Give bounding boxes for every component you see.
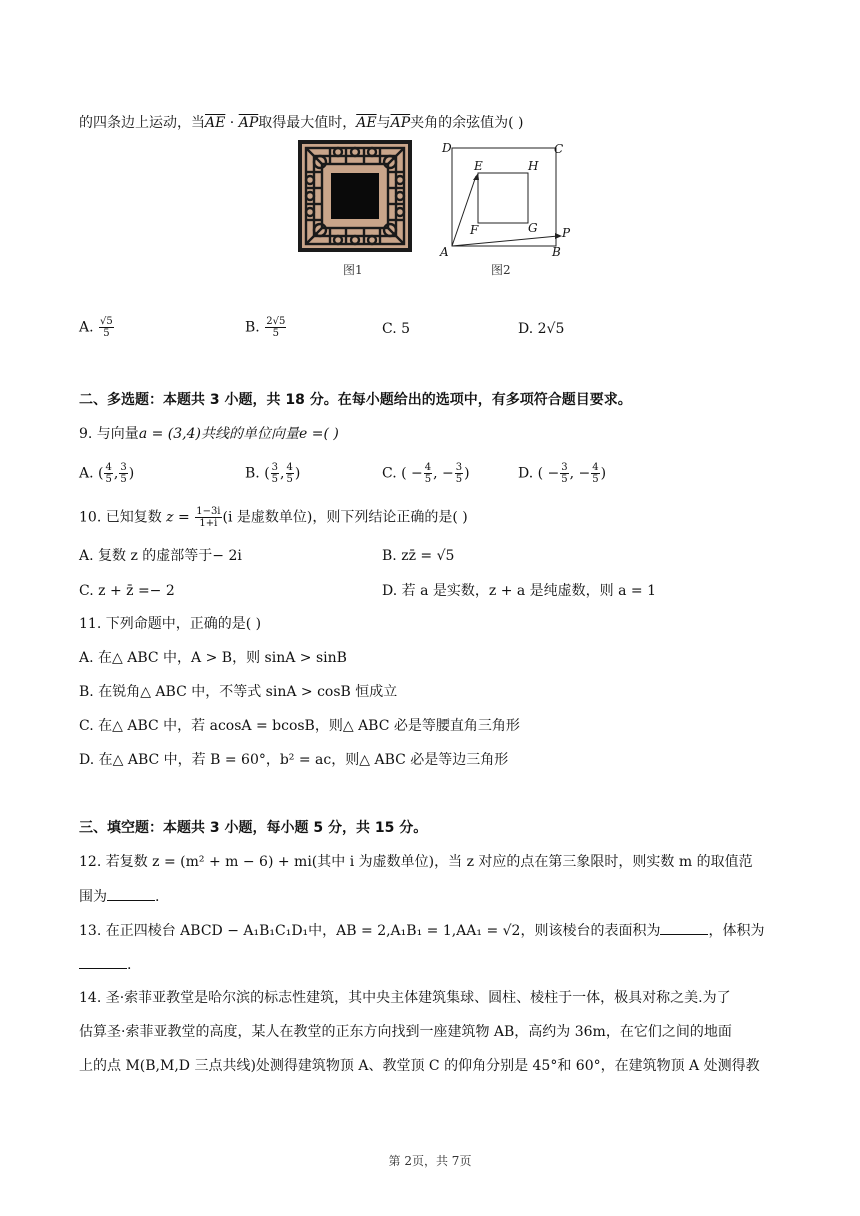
label-F: F bbox=[470, 223, 479, 237]
section3-title: 三、填空题：本题共 3 小题，每小题 5 分，共 15 分。 bbox=[79, 820, 428, 836]
vector-AP: $\overline{AP}$ bbox=[238, 115, 259, 131]
figure1-lattice-window bbox=[298, 140, 412, 252]
label-G: G bbox=[528, 221, 538, 235]
q12-answer-blank[interactable] bbox=[107, 886, 155, 901]
vector-AE: $\overline{AE}$ bbox=[205, 115, 226, 131]
q8-stem-line: 的四条边上运动，当$\overline{AE} \cdot \overline{AP}$取得最大值时，$\overline{AE}$与$\overline{AP}$夹角的余弦值为( ) bbox=[79, 115, 524, 131]
q8-option-d: D. 2√5 bbox=[518, 321, 565, 337]
label-H: H bbox=[528, 159, 539, 173]
label-C: C bbox=[554, 142, 564, 156]
q9-stem: 9. 与向量a = (3,4)共线的单位向量e =( ) bbox=[79, 426, 339, 442]
q13-line2: . bbox=[79, 954, 131, 975]
q8-text-part2: 取得最大值时， bbox=[258, 115, 357, 131]
q8-text-part3: 与 bbox=[376, 115, 391, 131]
q13-line1: 13. 在正四棱台 ABCD − A₁B₁C₁D₁中，AB = 2,A₁B₁ = 1,AA₁ = √2，则该棱台的表面积为 ，体积为 bbox=[79, 920, 764, 941]
figure1-caption: 图1 bbox=[343, 263, 363, 277]
label-P: P bbox=[562, 226, 571, 240]
q10-stem: 10. 已知复数 z = $\frac{1-3i}{1+i}$ (i 是虚数单位)，则下列结论正确的是( ) bbox=[79, 506, 468, 529]
q12-line2: 围为 . bbox=[79, 886, 159, 907]
q11-option-c: C. 在△ ABC 中，若 acosA = bcosB，则△ ABC 必是等腰直角三角形 bbox=[79, 718, 520, 734]
q10-option-b: B. zz̄ = √5 bbox=[382, 548, 455, 564]
q14-line3: 上的点 M(B,M,D 三点共线)处测得建筑物顶 A、教堂顶 C 的仰角分别是 45°和 60°，在建筑物顶 A 处测得教 bbox=[79, 1058, 760, 1074]
label-A: A bbox=[440, 245, 449, 258]
q8-option-b: B. $\frac{2√5}{5}$ bbox=[245, 316, 286, 339]
q8-option-a: A. $\frac{√5}{5}$ bbox=[79, 316, 113, 339]
q8-text-part1: 的四条边上运动，当 bbox=[79, 115, 205, 131]
label-E: E bbox=[474, 159, 483, 173]
q13-answer-blank-2[interactable] bbox=[79, 954, 127, 969]
q10-option-c: C. z + z̄ =− 2 bbox=[79, 583, 175, 599]
q9-option-a: A. ( $\frac{4}{5}$ , $\frac{3}{5}$ ) bbox=[79, 462, 135, 485]
q11-option-d: D. 在△ ABC 中，若 B = 60°，b² = ac，则△ ABC 必是等边三角形 bbox=[79, 752, 509, 768]
q8-text-part4: 夹角的余弦值为( ) bbox=[410, 115, 524, 131]
q10-option-d: D. 若 a 是实数，z + a 是纯虚数，则 a = 1 bbox=[382, 583, 657, 599]
label-B: B bbox=[552, 245, 561, 258]
q14-line1: 14. 圣·索菲亚教堂是哈尔滨的标志性建筑，其中央主体建筑集球、圆柱、棱柱于一体，极具对称之美.为了 bbox=[79, 990, 731, 1006]
q13-answer-blank-1[interactable] bbox=[660, 920, 708, 935]
section2-title: 二、多选题：本题共 3 小题，共 18 分。在每小题给出的选项中，有多项符合题目要求。 bbox=[79, 392, 632, 408]
figure2-caption: 图2 bbox=[491, 263, 511, 277]
label-D: D bbox=[442, 141, 452, 155]
q9-option-d: D. ( − $\frac{3}{5}$ , − $\frac{4}{5}$ ) bbox=[518, 462, 607, 485]
q12-line1: 12. 若复数 z = (m² + m − 6) + mi(其中 i 为虚数单位)，当 z 对应的点在第三象限时，则实数 m 的取值范 bbox=[79, 854, 753, 870]
q10-option-a: A. 复数 z 的虚部等于− 2i bbox=[79, 548, 242, 564]
figure2-diagram bbox=[438, 140, 574, 258]
vector-AE-2: $\overline{AE}$ bbox=[356, 115, 377, 131]
q9-option-b: B. ( $\frac{3}{5}$ , $\frac{4}{5}$ ) bbox=[245, 462, 301, 485]
q11-option-a: A. 在△ ABC 中，A > B，则 sinA > sinB bbox=[79, 650, 347, 666]
q11-option-b: B. 在锐角△ ABC 中，不等式 sinA > cosB 恒成立 bbox=[79, 684, 398, 700]
vector-AP-2: $\overline{AP}$ bbox=[390, 115, 411, 131]
page-footer: 第 2页，共 7页 bbox=[388, 1154, 472, 1168]
q14-line2: 估算圣·索菲亚教堂的高度，某人在教堂的正东方向找到一座建筑物 AB，高约为 36m，在它们之间的地面 bbox=[79, 1024, 732, 1040]
q11-stem: 11. 下列命题中，正确的是( ) bbox=[79, 616, 262, 632]
q8-option-c: C. 5 bbox=[382, 321, 411, 337]
q9-option-c: C. ( − $\frac{4}{5}$ , − $\frac{3}{5}$ ) bbox=[382, 462, 470, 485]
